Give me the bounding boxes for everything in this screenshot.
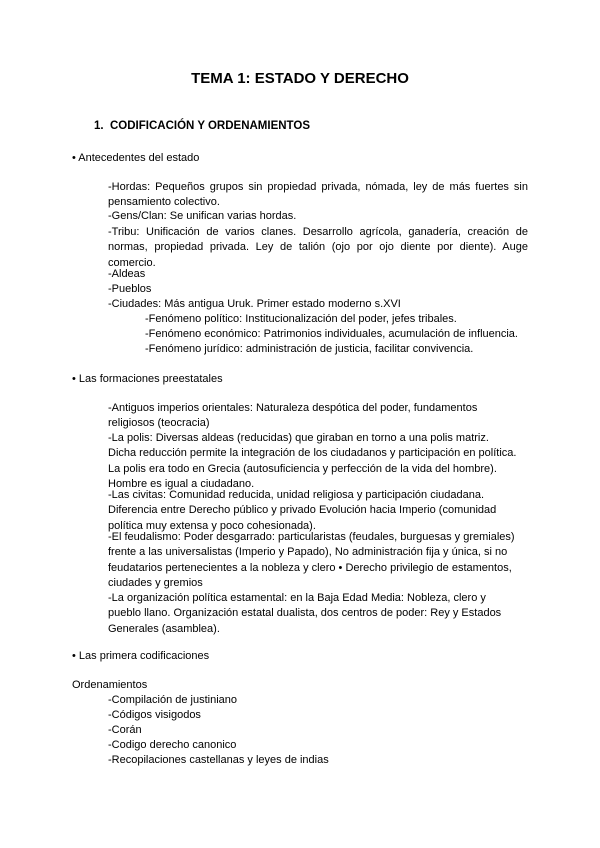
list-item: -Codigo derecho canonico (108, 739, 237, 751)
list-item: -Corán (108, 724, 142, 736)
list-item: -Compilación de justiniano (108, 694, 238, 706)
bullet-codificaciones: • Las primera codificaciones (72, 650, 210, 662)
page-title: TEMA 1: ESTADO Y DERECHO (191, 70, 409, 87)
section-number: 1. (94, 120, 104, 132)
paragraph-gens: -Gens/Clan: Se unifican varias hordas. (108, 210, 297, 222)
item-fenomeno-politico: -Fenómeno político: Institucionalización del poder, jefes tribales. (145, 313, 457, 325)
item-ciudades: -Ciudades: Más antigua Uruk. Primer estado moderno s.XVI (108, 298, 401, 310)
bullet-formaciones: • Las formaciones preestatales (72, 373, 223, 385)
section-heading-text: CODIFICACIÓN Y ORDENAMIENTOS (110, 120, 310, 132)
item-fenomeno-juridico: -Fenómeno jurídico: administración de justicia, facilitar convivencia. (145, 343, 474, 355)
item-pueblos: -Pueblos (108, 283, 152, 295)
paragraph-estamental: -La organización política estamental: en la Baja Edad Media: Nobleza, clero y pueblo llano. Organización estatal dualista, dos centros de poder: Rey y Estados Generales (asamblea). (108, 592, 502, 635)
bullet-antecedentes: • Antecedentes del estado (72, 152, 200, 164)
item-aldeas: -Aldeas (108, 268, 146, 280)
paragraph-polis: -La polis: Diversas aldeas (reducidas) que giraban en torno a una polis matriz. Dicha reducción permite la integración de los ciudadanos y participación en política. La polis era todo en Grecia (autosuficiencia y perfección de la vida del hombre). Hombre es igual a ciudadano. (108, 432, 517, 490)
paragraph-civitas: -Las civitas: Comunidad reducida, unidad religiosa y participación ciudadana. Diferencia entre Derecho público y privado Evolución hacia Imperio (comunidad política muy extensa y poco cohesionada). (108, 489, 497, 532)
paragraph-tribu: -Tribu: Unificación de varios clanes. Desarrollo agrícola, ganadería, creación de normas, propiedad privada. Ley de talión (ojo por ojo diente por diente). Auge comercio. (108, 226, 528, 269)
paragraph-hordas: -Hordas: Pequeños grupos sin propiedad privada, nómada, ley de más fuertes sin pensamiento colectivo. (108, 181, 528, 209)
paragraph-imperios: -Antiguos imperios orientales: Naturaleza despótica del poder, fundamentos religiosos (teocracia) (108, 402, 478, 430)
ordenamientos-label: Ordenamientos (72, 679, 148, 691)
section-heading (94, 120, 310, 132)
list-item: -Recopilaciones castellanas y leyes de indias (108, 754, 329, 766)
item-fenomeno-economico: -Fenómeno económico: Patrimonios individuales, acumulación de influencia. (145, 328, 518, 340)
paragraph-feudalismo: -El feudalismo: Poder desgarrado: particularistas (feudales, burguesas y gremiales) frente a las universalistas (Imperio y Papado), No administración fija y única, si no feudatarios pertenecientes a la nobleza y clero • Derecho privilegio de estamentos, ciudades y gremios (108, 531, 515, 589)
list-item: -Códigos visigodos (108, 709, 201, 721)
